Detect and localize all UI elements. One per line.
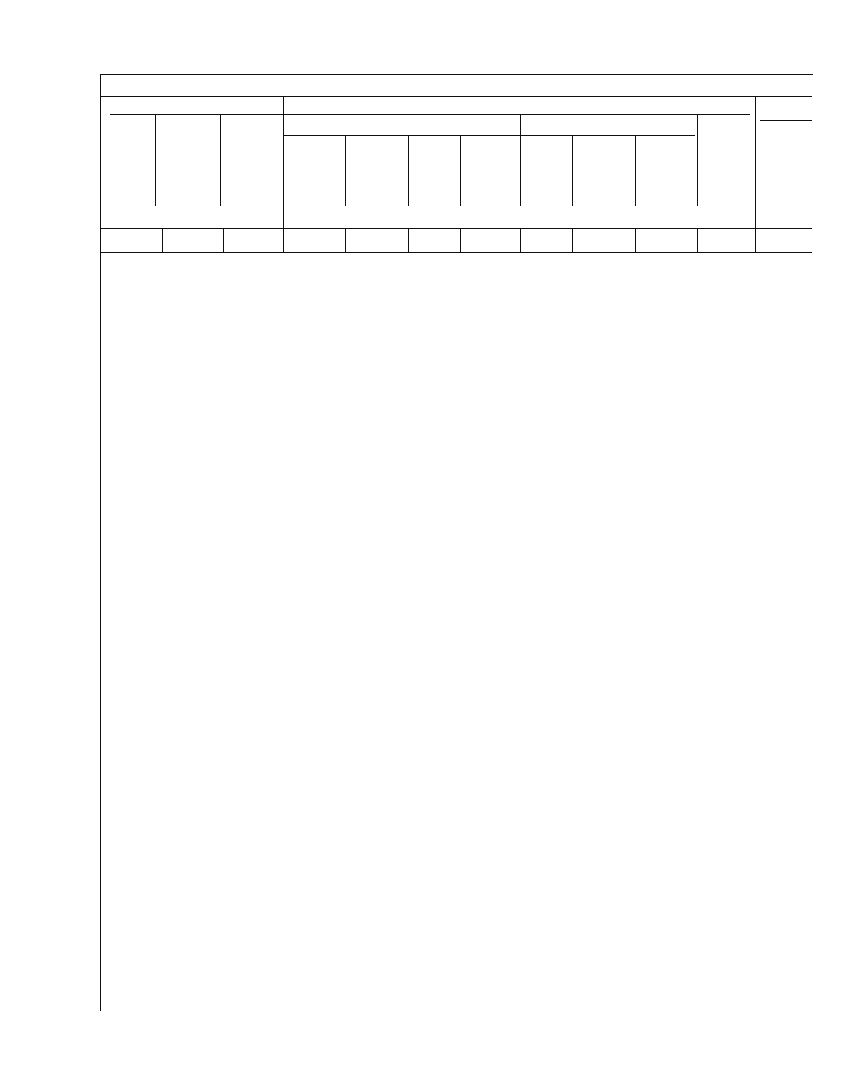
rule [100,228,812,229]
rule [100,252,812,253]
rule [283,96,284,228]
rule [572,228,573,252]
rule [162,228,163,252]
rule [697,114,698,206]
rule [635,228,636,252]
rule [755,96,756,228]
rule [760,120,812,121]
rule [755,228,756,252]
rule [520,114,521,206]
table-frame [100,74,813,1011]
rule [520,228,521,252]
rule [155,114,156,206]
rule [223,228,224,252]
rule [408,135,409,206]
rule [572,135,573,206]
rule [460,228,461,252]
rule [697,228,698,252]
rule [460,135,461,206]
rule [100,96,812,97]
rule [635,135,636,206]
rule [220,114,221,206]
rule [283,228,284,252]
rule [345,135,346,206]
rule [110,114,750,115]
rule [345,228,346,252]
rule [408,228,409,252]
